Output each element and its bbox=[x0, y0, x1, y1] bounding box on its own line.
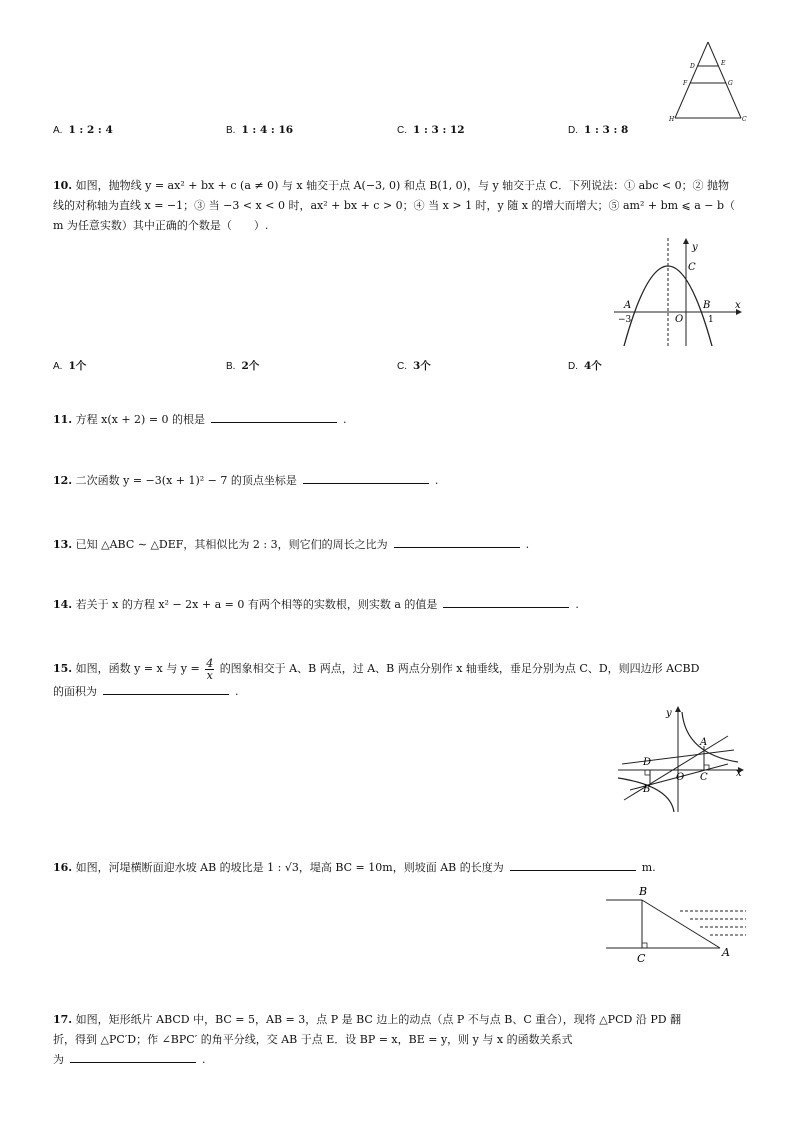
q11-end: . bbox=[343, 413, 347, 426]
option-value: 1个 bbox=[68, 360, 87, 372]
q17-line2: 折，得到 △PC′D；作 ∠BPC′ 的角平分线，交 AB 于点 E．设 BP = x，BE = y，则 y 与 x 的函数关系式 bbox=[53, 1033, 573, 1046]
q16-text bbox=[53, 858, 656, 878]
option-value: 1 : 3 : 8 bbox=[584, 124, 629, 136]
q13-end: . bbox=[525, 538, 530, 551]
q10-label-c: C bbox=[688, 262, 696, 273]
q16-unit: m. bbox=[641, 861, 656, 874]
q9-option-a[interactable] bbox=[53, 124, 113, 136]
q10-line1 bbox=[53, 176, 743, 196]
q9-side-left bbox=[675, 42, 708, 118]
q9-option-c[interactable] bbox=[397, 124, 465, 136]
q15-frac-num: 4 bbox=[206, 656, 214, 670]
q17-answer-blank[interactable] bbox=[70, 1050, 196, 1063]
q13-stem: 已知 △ABC ∼ △DEF，其相似比为 2 : 3，则它们的周长之比为 bbox=[75, 538, 388, 551]
q17-line1 bbox=[53, 1010, 743, 1030]
q10-label-o: O bbox=[675, 314, 684, 325]
q15-label-o: O bbox=[676, 772, 685, 783]
q10-label-x: x bbox=[735, 300, 741, 311]
q9-figure bbox=[668, 38, 748, 124]
question-number: 17. bbox=[53, 1013, 73, 1026]
option-letter: B. bbox=[226, 361, 236, 372]
q10-parabola-figure bbox=[608, 236, 744, 348]
q12-answer-blank[interactable] bbox=[303, 471, 429, 484]
q9-side-right bbox=[708, 42, 741, 118]
q9-label-f: F bbox=[683, 80, 688, 87]
q9-label-c: C bbox=[742, 116, 747, 123]
q15-figure bbox=[616, 704, 746, 814]
q15-line1a: 如图，函数 y = x 与 y = bbox=[75, 662, 200, 675]
q17-line1-text: 如图，矩形纸片 ABCD 中，BC = 5，AB = 3，点 P 是 BC 边上的动点（点 P 不与点 B、C 重合），现将 △PCD 沿 PD 翻 bbox=[75, 1013, 682, 1026]
question-number: 14. bbox=[53, 598, 73, 611]
q15-label-d: D bbox=[643, 757, 652, 768]
q15-right-angle-d bbox=[645, 770, 650, 775]
q15-fraction bbox=[205, 658, 214, 681]
q15-label-y: y bbox=[666, 708, 672, 719]
q15-label-c: C bbox=[700, 772, 708, 783]
q10-label-neg3: −3 bbox=[618, 315, 632, 325]
q9-label-g: G bbox=[728, 80, 733, 87]
q15-label-a: A bbox=[700, 737, 708, 748]
question-number: 10. bbox=[53, 179, 73, 192]
option-letter: A. bbox=[53, 361, 63, 372]
q16-label-b: B bbox=[639, 885, 648, 898]
question-number: 12. bbox=[53, 474, 73, 487]
option-letter: C. bbox=[397, 361, 407, 372]
q11-text bbox=[53, 410, 347, 430]
q9-label-d: D bbox=[690, 63, 695, 70]
question-number: 13. bbox=[53, 538, 73, 551]
option-value: 4个 bbox=[584, 360, 602, 372]
q10-option-a[interactable] bbox=[53, 358, 86, 373]
q17-end: . bbox=[202, 1053, 206, 1066]
q16-answer-blank[interactable] bbox=[510, 858, 636, 871]
q15-label-x: x bbox=[736, 768, 742, 779]
q16-label-c: C bbox=[637, 952, 646, 965]
q10-text bbox=[53, 176, 743, 236]
q10-option-d[interactable] bbox=[568, 358, 602, 373]
q15-frac-den: x bbox=[206, 668, 213, 682]
q16-stem: 如图，河堤横断面迎水坡 AB 的坡比是 1 : √3，堤高 BC = 10m，则坡面 AB 的长度为 bbox=[75, 861, 504, 874]
q15-y-arrow bbox=[675, 706, 681, 712]
q10-label-b: B bbox=[703, 300, 711, 311]
q15-answer-blank[interactable] bbox=[103, 682, 229, 695]
q15-end: . bbox=[235, 685, 239, 698]
q9-option-d[interactable] bbox=[568, 124, 628, 136]
q17-line3 bbox=[53, 1050, 743, 1070]
q16-right-angle bbox=[642, 943, 647, 948]
q15-line1b: 的图象相交于 A、B 两点，过 A、B 两点分别作 x 轴垂线，垂足分别为点 C、D，则四边形 ACBD bbox=[219, 662, 700, 675]
q15-text bbox=[53, 656, 743, 702]
option-value: 2个 bbox=[241, 360, 260, 372]
q10-line3: m 为任意实数）其中正确的个数是（ ）. bbox=[53, 219, 269, 232]
question-number: 15. bbox=[53, 662, 73, 675]
option-value: 1 : 3 : 12 bbox=[413, 124, 465, 136]
q16-ab bbox=[642, 900, 720, 948]
q14-end: . bbox=[575, 598, 579, 611]
option-value: 3个 bbox=[413, 360, 431, 372]
q10-option-c[interactable] bbox=[397, 358, 431, 373]
q10-line2: 线的对称轴为直线 x = −1；③ 当 −3 < x < 0 时，ax² + bx + c > 0；④ 当 x > 1 时，y 随 x 的增大而增大；⑤ am² + bm ⩽ a − b（ bbox=[53, 199, 736, 212]
q15-hyperbola-upper bbox=[682, 712, 738, 762]
q15-line2 bbox=[53, 682, 743, 702]
q14-text bbox=[53, 595, 579, 615]
q13-text bbox=[53, 535, 529, 555]
option-letter: D. bbox=[568, 125, 578, 136]
q17-text bbox=[53, 1010, 743, 1070]
q9-option-b[interactable] bbox=[226, 124, 293, 136]
q10-label-y: y bbox=[692, 242, 698, 253]
q10-y-arrow bbox=[683, 238, 689, 244]
q12-text bbox=[53, 471, 438, 491]
q12-stem: 二次函数 y = −3(x + 1)² − 7 的顶点坐标是 bbox=[75, 474, 297, 487]
q10-label-a: A bbox=[624, 300, 632, 311]
question-number: 11. bbox=[53, 413, 73, 426]
q10-label-one: 1 bbox=[708, 315, 714, 325]
question-number: 16. bbox=[53, 861, 73, 874]
q14-answer-blank[interactable] bbox=[443, 595, 569, 608]
q15-label-b: B bbox=[643, 784, 651, 795]
q13-answer-blank[interactable] bbox=[394, 535, 520, 548]
q9-label-e: E bbox=[721, 60, 726, 67]
q11-answer-blank[interactable] bbox=[211, 410, 337, 423]
option-letter: B. bbox=[226, 125, 236, 136]
option-letter: C. bbox=[397, 125, 407, 136]
q15-line2-text: 的面积为 bbox=[53, 685, 97, 698]
q10-line1-text: 如图，抛物线 y = ax² + bx + c (a ≠ 0) 与 x 轴交于点 A(−3, 0) 和点 B(1, 0)，与 y 轴交于点 C．下列说法：① abc < 0；② 抛物 bbox=[75, 179, 730, 192]
q11-stem: 方程 x(x + 2) = 0 的根是 bbox=[75, 413, 206, 426]
q15-line1 bbox=[53, 656, 743, 682]
q9-label-h: H bbox=[669, 116, 675, 123]
option-value: 1 : 2 : 4 bbox=[68, 124, 113, 136]
q10-option-b[interactable] bbox=[226, 358, 259, 373]
option-letter: D. bbox=[568, 361, 578, 372]
q16-label-a: A bbox=[722, 946, 730, 959]
q17-line3-text: 为 bbox=[53, 1053, 64, 1066]
option-value: 1 : 4 : 16 bbox=[241, 124, 294, 136]
q16-figure bbox=[602, 882, 752, 968]
q14-stem: 若关于 x 的方程 x² − 2x + a = 0 有两个相等的实数根，则实数 a 的值是 bbox=[75, 598, 438, 611]
q12-end: . bbox=[434, 474, 439, 487]
option-letter: A. bbox=[53, 125, 63, 136]
